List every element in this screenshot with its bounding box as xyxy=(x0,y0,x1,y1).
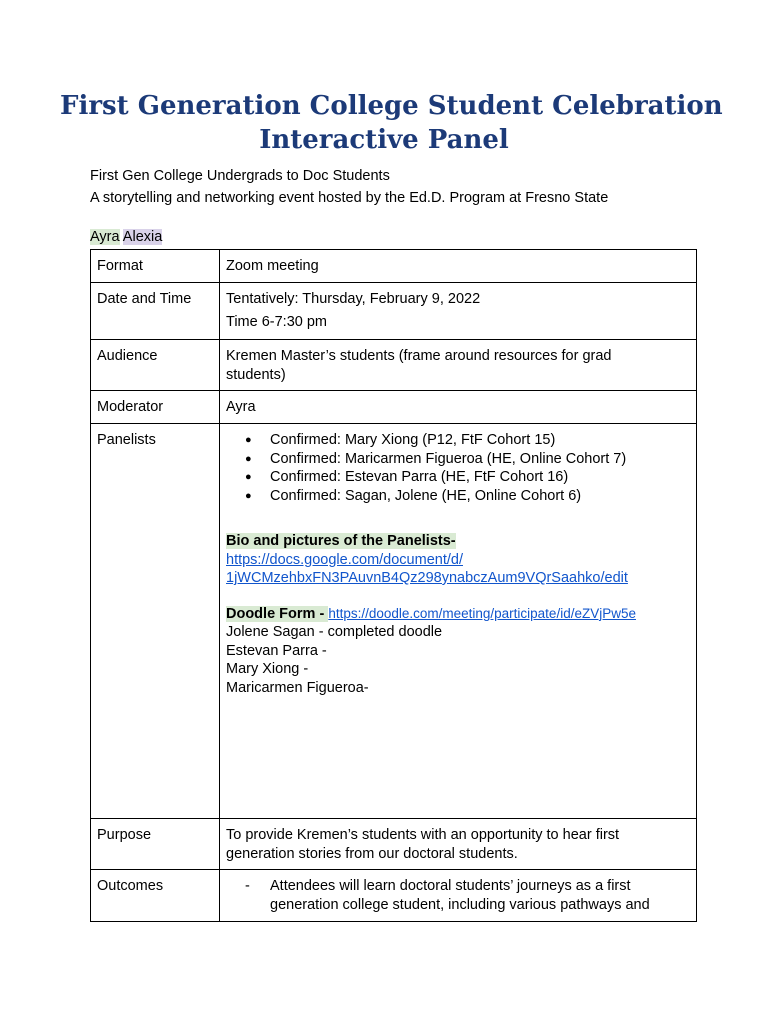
organizer-name-alexia: Alexia xyxy=(122,229,163,245)
audience-line-1: Kremen Master’s students (frame around resources for grad xyxy=(226,348,612,364)
table-row-date-time xyxy=(91,283,697,340)
list-item: ● Confirmed: Mary Xiong (P12, FtF Cohort 15) xyxy=(270,431,690,450)
table-row-audience xyxy=(91,340,697,391)
doodle-status-item: Jolene Sagan - completed doodle xyxy=(226,624,443,640)
bio-link[interactable] xyxy=(226,551,690,588)
subtitle-line-2: A storytelling and networking event hosted by the Ed.D. Program at Fresno State xyxy=(90,190,609,206)
title-line-2: Interactive Panel xyxy=(259,125,509,155)
date-time-label: Date and Time xyxy=(91,283,220,340)
doodle-status-item: Mary Xiong - xyxy=(226,661,309,677)
panelists-label: Panelists xyxy=(91,424,220,819)
table-row-moderator xyxy=(91,391,697,424)
table-row-format xyxy=(91,250,697,283)
outcomes-value xyxy=(220,870,697,922)
table-row-panelists xyxy=(91,424,697,819)
bio-heading-line xyxy=(226,532,690,551)
bio-link-line-2: 1jWCMzehbxFN3PAuvnB4Qz298ynabczAum9VQrSaahko/edit xyxy=(226,570,628,586)
panelists-value xyxy=(220,424,697,819)
audience-label: Audience xyxy=(91,340,220,391)
doodle-line xyxy=(226,605,690,624)
list-item: ● Confirmed: Estevan Parra (HE, FtF Cohort 16) xyxy=(270,468,690,487)
event-details-table xyxy=(90,249,697,922)
audience-line-2: students) xyxy=(226,366,286,383)
document-title xyxy=(60,89,723,157)
list-item xyxy=(270,877,690,914)
organizer-names xyxy=(90,227,162,247)
outcome-line-2: generation college student, including various pathways and xyxy=(270,896,650,913)
outcomes-label: Outcomes xyxy=(91,870,220,922)
format-label: Format xyxy=(91,250,220,283)
outcome-line-1: - Attendees will learn doctoral students’ journeys as a first xyxy=(270,878,631,894)
subtitle-line-1: First Gen College Undergrads to Doc Students xyxy=(90,168,390,184)
bio-link-line-1: https://docs.google.com/document/d/ xyxy=(226,551,463,568)
document-subtitle xyxy=(90,165,608,209)
table-row-outcomes xyxy=(91,870,697,922)
purpose-line-2: generation stories from our doctoral students. xyxy=(226,845,518,862)
doodle-status-item: Maricarmen Figueroa- xyxy=(226,679,369,696)
organizer-name-ayra: Ayra xyxy=(90,229,120,245)
spacer xyxy=(226,505,690,532)
title-line-1: First Generation College Student Celebration xyxy=(60,91,723,121)
format-value: Zoom meeting xyxy=(220,250,697,283)
purpose-value xyxy=(220,819,697,870)
audience-value xyxy=(220,340,697,391)
doodle-link[interactable]: https://doodle.com/meeting/participate/id/eZVjPw5e xyxy=(328,605,636,621)
purpose-line-1: To provide Kremen’s students with an opportunity to hear first xyxy=(226,827,620,843)
moderator-value: Ayra xyxy=(220,391,697,424)
date-time-value xyxy=(220,283,697,340)
list-item: ● Confirmed: Maricarmen Figueroa (HE, Online Cohort 7) xyxy=(270,450,690,469)
list-item: ● Confirmed: Sagan, Jolene (HE, Online Cohort 6) xyxy=(270,487,690,506)
moderator-label: Moderator xyxy=(91,391,220,424)
table-row-purpose xyxy=(91,819,697,870)
bio-heading: Bio and pictures of the Panelists- xyxy=(226,533,456,549)
confirmed-panelists-list xyxy=(226,431,690,505)
purpose-label: Purpose xyxy=(91,819,220,870)
time-text: Time 6-7:30 pm xyxy=(226,313,327,330)
doodle-heading: Doodle Form - xyxy=(226,605,329,622)
date-text: Tentatively: Thursday, February 9, 2022 xyxy=(226,291,481,307)
spacer xyxy=(226,588,690,605)
outcomes-list xyxy=(226,877,690,914)
doodle-status-item: Estevan Parra - xyxy=(226,642,327,659)
